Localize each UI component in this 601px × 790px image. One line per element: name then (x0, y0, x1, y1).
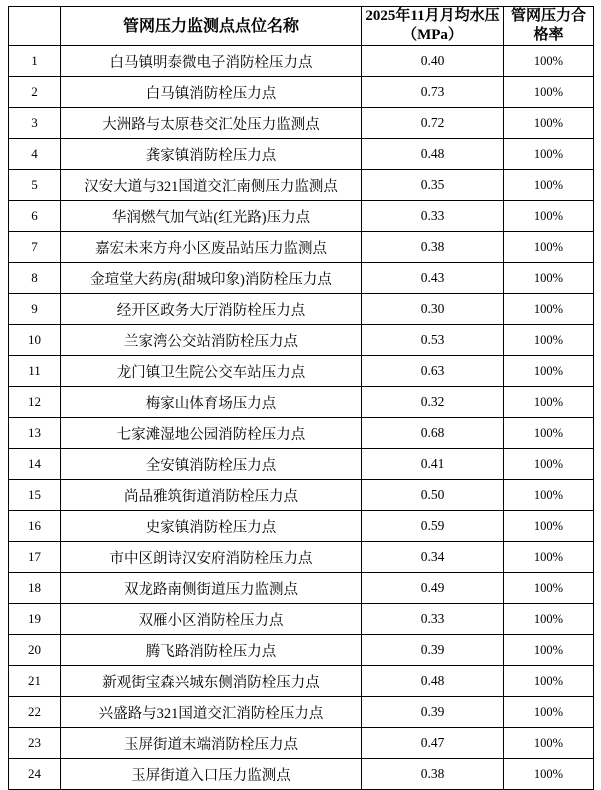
cell-value: 0.34 (362, 542, 504, 573)
cell-value: 0.39 (362, 635, 504, 666)
table-row (9, 263, 594, 294)
table-row (9, 511, 594, 542)
cell-index: 2 (9, 77, 61, 108)
cell-rate: 100% (504, 573, 594, 604)
column-header-name: 管网压力监测点点位名称 (61, 7, 362, 46)
cell-name: 史家镇消防栓压力点 (61, 511, 362, 542)
cell-rate: 100% (504, 480, 594, 511)
cell-rate: 100% (504, 635, 594, 666)
cell-index: 18 (9, 573, 61, 604)
table-row (9, 418, 594, 449)
table-row (9, 139, 594, 170)
table-row (9, 170, 594, 201)
cell-index: 11 (9, 356, 61, 387)
cell-rate: 100% (504, 511, 594, 542)
cell-index: 24 (9, 759, 61, 790)
cell-index: 9 (9, 294, 61, 325)
cell-value: 0.47 (362, 728, 504, 759)
cell-name: 兴盛路与321国道交汇消防栓压力点 (61, 697, 362, 728)
cell-index: 8 (9, 263, 61, 294)
cell-value: 0.50 (362, 480, 504, 511)
cell-index: 20 (9, 635, 61, 666)
cell-value: 0.48 (362, 139, 504, 170)
pressure-monitoring-table (8, 6, 594, 790)
cell-name: 玉屏街道末端消防栓压力点 (61, 728, 362, 759)
cell-index: 12 (9, 387, 61, 418)
cell-rate: 100% (504, 356, 594, 387)
cell-value: 0.38 (362, 232, 504, 263)
cell-name: 嘉宏未来方舟小区废品站压力监测点 (61, 232, 362, 263)
table-row (9, 232, 594, 263)
cell-name: 双雁小区消防栓压力点 (61, 604, 362, 635)
cell-rate: 100% (504, 759, 594, 790)
table-row (9, 449, 594, 480)
cell-rate: 100% (504, 46, 594, 77)
table-body (9, 46, 594, 790)
cell-name: 汉安大道与321国道交汇南侧压力监测点 (61, 170, 362, 201)
cell-rate: 100% (504, 294, 594, 325)
cell-name: 玉屏街道入口压力监测点 (61, 759, 362, 790)
cell-index: 5 (9, 170, 61, 201)
cell-name: 大洲路与太原巷交汇处压力监测点 (61, 108, 362, 139)
cell-value: 0.63 (362, 356, 504, 387)
cell-value: 0.35 (362, 170, 504, 201)
table-row (9, 356, 594, 387)
table-header (9, 7, 594, 46)
cell-name: 经开区政务大厅消防栓压力点 (61, 294, 362, 325)
table-row (9, 666, 594, 697)
cell-index: 6 (9, 201, 61, 232)
cell-value: 0.48 (362, 666, 504, 697)
table-row (9, 77, 594, 108)
cell-value: 0.39 (362, 697, 504, 728)
table-row (9, 325, 594, 356)
cell-value: 0.40 (362, 46, 504, 77)
cell-rate: 100% (504, 108, 594, 139)
cell-value: 0.49 (362, 573, 504, 604)
cell-index: 23 (9, 728, 61, 759)
cell-name: 金瑄堂大药房(甜城印象)消防栓压力点 (61, 263, 362, 294)
cell-value: 0.68 (362, 418, 504, 449)
table-row (9, 387, 594, 418)
table-row (9, 604, 594, 635)
cell-rate: 100% (504, 77, 594, 108)
cell-name: 双龙路南侧街道压力监测点 (61, 573, 362, 604)
cell-index: 22 (9, 697, 61, 728)
cell-index: 19 (9, 604, 61, 635)
table-row (9, 46, 594, 77)
cell-value: 0.33 (362, 604, 504, 635)
cell-name: 新观街宝森兴城东侧消防栓压力点 (61, 666, 362, 697)
cell-value: 0.38 (362, 759, 504, 790)
cell-name: 七家滩湿地公园消防栓压力点 (61, 418, 362, 449)
column-header-rate: 管网压力合格率 (504, 7, 594, 46)
cell-rate: 100% (504, 201, 594, 232)
cell-rate: 100% (504, 697, 594, 728)
cell-index: 17 (9, 542, 61, 573)
cell-rate: 100% (504, 666, 594, 697)
cell-name: 龙门镇卫生院公交车站压力点 (61, 356, 362, 387)
cell-index: 16 (9, 511, 61, 542)
cell-rate: 100% (504, 604, 594, 635)
table-row (9, 480, 594, 511)
cell-rate: 100% (504, 449, 594, 480)
cell-value: 0.30 (362, 294, 504, 325)
table-row (9, 201, 594, 232)
cell-rate: 100% (504, 387, 594, 418)
cell-rate: 100% (504, 325, 594, 356)
table-row (9, 108, 594, 139)
table-row (9, 294, 594, 325)
cell-name: 腾飞路消防栓压力点 (61, 635, 362, 666)
cell-name: 白马镇消防栓压力点 (61, 77, 362, 108)
cell-rate: 100% (504, 418, 594, 449)
cell-index: 7 (9, 232, 61, 263)
cell-value: 0.41 (362, 449, 504, 480)
cell-index: 15 (9, 480, 61, 511)
cell-name: 尚品雅筑街道消防栓压力点 (61, 480, 362, 511)
table-header-row (9, 7, 594, 46)
cell-rate: 100% (504, 263, 594, 294)
cell-rate: 100% (504, 542, 594, 573)
cell-index: 1 (9, 46, 61, 77)
cell-rate: 100% (504, 139, 594, 170)
cell-name: 白马镇明泰微电子消防栓压力点 (61, 46, 362, 77)
column-header-index (9, 7, 61, 46)
cell-value: 0.43 (362, 263, 504, 294)
cell-name: 龚家镇消防栓压力点 (61, 139, 362, 170)
cell-index: 3 (9, 108, 61, 139)
cell-value: 0.59 (362, 511, 504, 542)
cell-name: 华润燃气加气站(红光路)压力点 (61, 201, 362, 232)
table-row (9, 728, 594, 759)
cell-value: 0.53 (362, 325, 504, 356)
cell-value: 0.33 (362, 201, 504, 232)
cell-name: 兰家湾公交站消防栓压力点 (61, 325, 362, 356)
cell-value: 0.32 (362, 387, 504, 418)
table-row (9, 759, 594, 790)
cell-name: 市中区朗诗汉安府消防栓压力点 (61, 542, 362, 573)
cell-name: 全安镇消防栓压力点 (61, 449, 362, 480)
cell-index: 14 (9, 449, 61, 480)
cell-rate: 100% (504, 170, 594, 201)
cell-rate: 100% (504, 728, 594, 759)
cell-name: 梅家山体育场压力点 (61, 387, 362, 418)
table-row (9, 635, 594, 666)
cell-rate: 100% (504, 232, 594, 263)
cell-value: 0.72 (362, 108, 504, 139)
column-header-value: 2025年11月月均水压（MPa） (362, 7, 504, 46)
cell-index: 21 (9, 666, 61, 697)
cell-value: 0.73 (362, 77, 504, 108)
table-row (9, 573, 594, 604)
table-row (9, 542, 594, 573)
table-row (9, 697, 594, 728)
cell-index: 10 (9, 325, 61, 356)
cell-index: 13 (9, 418, 61, 449)
cell-index: 4 (9, 139, 61, 170)
